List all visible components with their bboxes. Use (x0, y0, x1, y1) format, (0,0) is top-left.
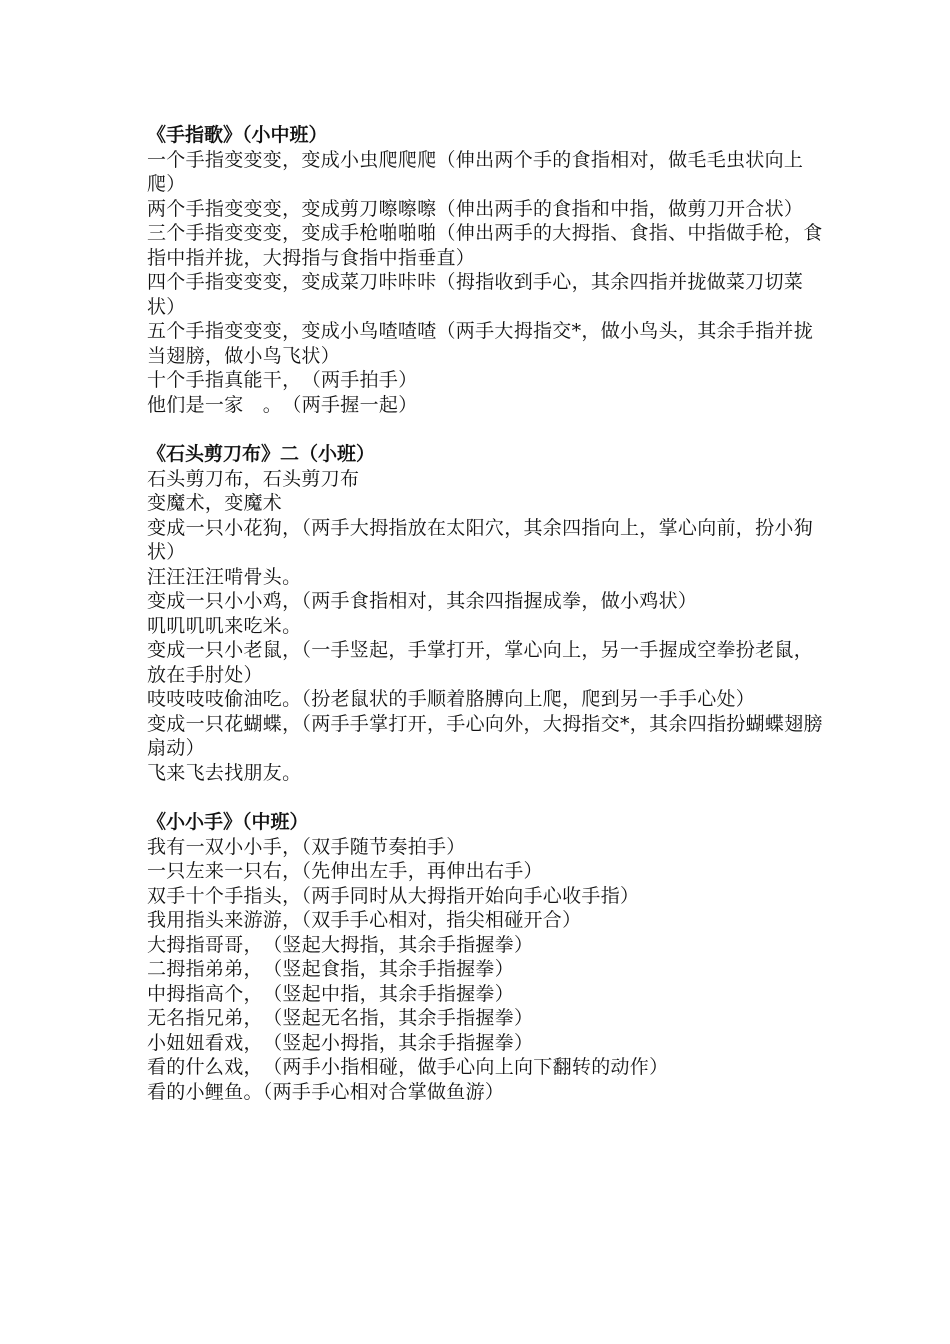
lyric-line: 我用指头来游游，（双手手心相对，指尖相碰开合） (147, 909, 582, 931)
lyric-line: 五个手指变变变，变成小鸟喳喳喳（两手大拇指交*，做小鸟头，其余手指并拢当翅膀，做小鸟飞状） (147, 320, 814, 367)
lyric-line: 四个手指变变变，变成菜刀咔咔咔（拇指收到手心，其余四指并拢做菜刀切菜状） (147, 271, 804, 318)
lyric-line: 变魔术，变魔术 (147, 492, 283, 514)
section-title: 《石头剪刀布》二（小班） (147, 443, 376, 465)
lyric-line: 汪汪汪汪啃骨头。 (147, 565, 302, 588)
song-section-finger-song (147, 123, 827, 417)
lyric-line: 他们是一家 。 （两手握一起） (147, 393, 418, 416)
lyric-line: 大拇指哥哥， （竖起大拇指，其余手指握拳） (147, 933, 534, 956)
lyric-line: 飞来飞去找朋友。 (147, 761, 302, 784)
lyric-line: 看的什么戏， （两手小指相碰，做手心向上向下翻转的动作） (147, 1056, 669, 1078)
lyric-line: 十个手指真能干， （两手拍手） (147, 369, 418, 391)
lyric-line: 无名指兄弟， （竖起无名指，其余手指握拳） (147, 1007, 534, 1029)
lyric-line: 一个手指变变变，变成小虫爬爬爬（伸出两个手的食指相对，做毛毛虫状向上爬） (147, 148, 804, 195)
lyric-line: 石头剪刀布，石头剪刀布 (147, 467, 360, 490)
section-title: 《小小手》（中班） (147, 811, 309, 833)
lyric-line: 叽叽叽叽来吃米。 (147, 614, 302, 637)
lyric-line: 变成一只小花狗，（两手大拇指放在太阳穴，其余四指向上，掌心向前，扮小狗状） (147, 516, 814, 563)
document-page (147, 123, 827, 1104)
lyric-line: 变成一只小小鸡，（两手食指相对，其余四指握成拳，做小鸡状） (147, 590, 698, 612)
song-section-rock-paper-scissors (147, 442, 827, 785)
song-section-little-hands (147, 810, 827, 1104)
lyric-line: 吱吱吱吱偷油吃。（扮老鼠状的手顺着胳膊向上爬，爬到另一手手心处） (147, 688, 756, 710)
lyric-line: 变成一只小老鼠，（一手竖起，手掌打开，掌心向上，另一手握成空拳扮老鼠，放在手肘处） (147, 639, 814, 686)
lyric-line: 双手十个手指头，（两手同时从大拇指开始向手心收手指） (147, 884, 640, 907)
section-title: 《手指歌》（小中班） (147, 124, 328, 146)
lyric-line: 三个手指变变变，变成手枪啪啪啪（伸出两手的大拇指、食指、中指做手枪，食指中指并拢，大拇指与食指中指垂直） (147, 222, 823, 269)
lyric-line: 二拇指弟弟， （竖起食指，其余手指握拳） (147, 958, 515, 980)
lyric-line: 看的小鲤鱼。（两手手心相对合掌做鱼游） (147, 1080, 505, 1103)
lyric-line: 两个手指变变变，变成剪刀嚓嚓嚓（伸出两手的食指和中指，做剪刀开合状） (147, 197, 804, 220)
lyric-line: 我有一双小小手，（双手随节奏拍手） (147, 835, 466, 858)
lyric-line: 小妞妞看戏， （竖起小拇指，其余手指握拳） (147, 1031, 534, 1054)
lyric-line: 中拇指高个， （竖起中指，其余手指握拳） (147, 982, 515, 1005)
lyric-line: 变成一只花蝴蝶，（两手手掌打开，手心向外，大拇指交*，其余四指扮蝴蝶翅膀扇动） (147, 712, 823, 759)
lyric-line: 一只左来一只右，（先伸出左手，再伸出右手） (147, 860, 543, 882)
